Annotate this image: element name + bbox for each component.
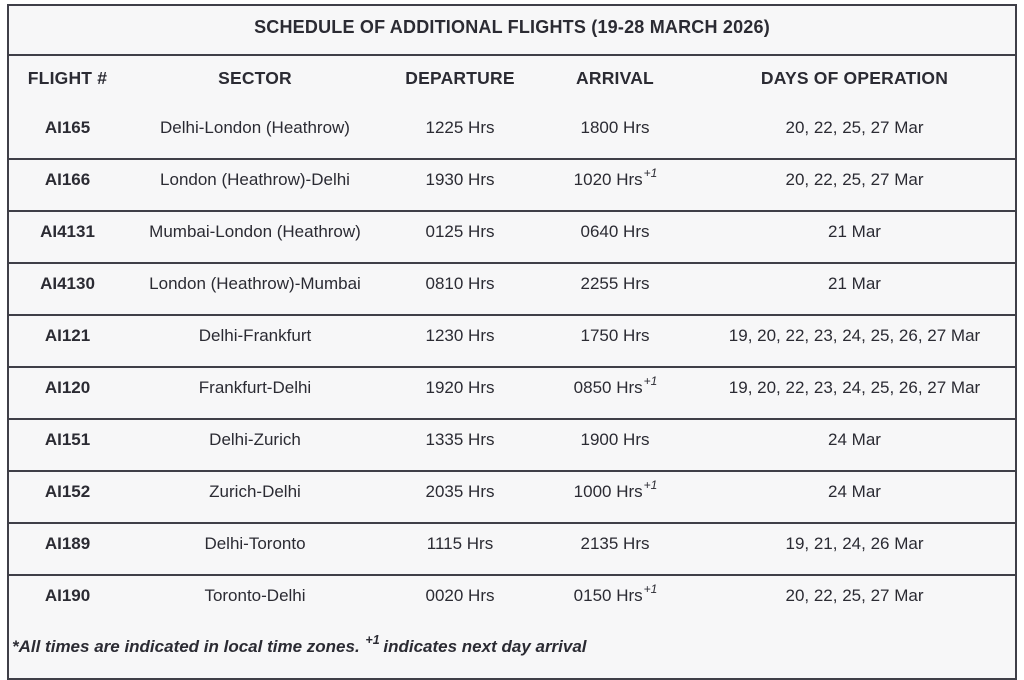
flight-rows — [8, 108, 1016, 626]
arrival-time — [536, 367, 694, 419]
next-day-arrival-marker: +1 — [643, 582, 658, 597]
flight-number: AI4130 — [40, 274, 95, 293]
sector: London (Heathrow)-Delhi — [160, 170, 350, 189]
column-header-days: DAYS OF OPERATION — [760, 68, 949, 88]
arrival-time-value: 1000 Hrs — [573, 482, 643, 501]
table-row — [8, 471, 1016, 523]
days-of-operation: 24 Mar — [828, 482, 881, 501]
arrival-time — [536, 211, 694, 263]
table-row — [8, 523, 1016, 575]
table-row — [8, 263, 1016, 315]
table-row — [8, 108, 1016, 159]
days-of-operation: 21 Mar — [828, 274, 881, 293]
sector: Delhi-London (Heathrow) — [160, 118, 350, 137]
table-row — [8, 419, 1016, 471]
footnote-prefix: *All times are indicated in local time zones. — [12, 637, 365, 656]
arrival-time — [536, 263, 694, 315]
arrival-time-value: 1750 Hrs — [580, 326, 650, 345]
departure-time: 2035 Hrs — [425, 482, 495, 501]
arrival-time — [536, 523, 694, 575]
table-row — [8, 575, 1016, 626]
departure-time: 1115 Hrs — [426, 534, 494, 553]
footnote-suffix: indicates next day arrival — [378, 637, 587, 656]
flight-number: AI4131 — [40, 222, 95, 241]
arrival-time-value: 2255 Hrs — [580, 274, 650, 293]
departure-time: 0125 Hrs — [425, 222, 495, 241]
footnote — [8, 626, 1016, 679]
arrival-time-value: 1900 Hrs — [580, 430, 650, 449]
table-row — [8, 367, 1016, 419]
flight-schedule-table — [7, 4, 1017, 680]
flight-number: AI165 — [44, 118, 91, 137]
flight-number: AI120 — [44, 378, 91, 397]
table-title: SCHEDULE OF ADDITIONAL FLIGHTS (19-28 MARCH 2026) — [254, 17, 770, 37]
next-day-arrival-marker: +1 — [643, 166, 658, 181]
table-title-row — [8, 5, 1016, 55]
table-row — [8, 315, 1016, 367]
days-of-operation: 19, 21, 24, 26 Mar — [785, 534, 924, 553]
arrival-time — [536, 419, 694, 471]
flight-number: AI190 — [44, 586, 91, 605]
arrival-time — [536, 315, 694, 367]
arrival-time-value: 0640 Hrs — [580, 222, 650, 241]
table-row — [8, 159, 1016, 211]
arrival-time-value: 0150 Hrs — [573, 586, 643, 605]
departure-time: 1230 Hrs — [425, 326, 495, 345]
next-day-arrival-marker: +1 — [643, 374, 658, 389]
arrival-time — [536, 471, 694, 523]
arrival-time-value: 1800 Hrs — [580, 118, 650, 137]
days-of-operation: 24 Mar — [828, 430, 881, 449]
days-of-operation: 19, 20, 22, 23, 24, 25, 26, 27 Mar — [728, 378, 981, 397]
flight-number: AI121 — [44, 326, 91, 345]
days-of-operation: 21 Mar — [828, 222, 881, 241]
column-header-departure: DEPARTURE — [405, 68, 515, 88]
departure-time: 1335 Hrs — [425, 430, 495, 449]
next-day-arrival-marker: +1 — [643, 478, 658, 493]
column-header-flight: FLIGHT # — [27, 68, 108, 88]
sector: Delhi-Zurich — [209, 430, 301, 449]
sector: Delhi-Toronto — [204, 534, 306, 553]
flight-number: AI189 — [44, 534, 91, 553]
days-of-operation: 20, 22, 25, 27 Mar — [785, 118, 924, 137]
days-of-operation: 19, 20, 22, 23, 24, 25, 26, 27 Mar — [728, 326, 981, 345]
days-of-operation: 20, 22, 25, 27 Mar — [785, 586, 924, 605]
footnote-next-day-marker: +1 — [365, 633, 380, 648]
departure-time: 1225 Hrs — [425, 118, 495, 137]
flight-number: AI166 — [44, 170, 91, 189]
table-header-row — [8, 55, 1016, 108]
flight-number: AI151 — [44, 430, 91, 449]
arrival-time-value: 1020 Hrs — [573, 170, 643, 189]
footnote-row — [8, 626, 1016, 679]
table-row — [8, 211, 1016, 263]
arrival-time-value: 0850 Hrs — [573, 378, 643, 397]
flight-number: AI152 — [44, 482, 91, 501]
sector: Frankfurt-Delhi — [198, 378, 312, 397]
column-header-arrival: ARRIVAL — [576, 68, 654, 88]
days-of-operation: 20, 22, 25, 27 Mar — [785, 170, 924, 189]
arrival-time — [536, 159, 694, 211]
departure-time: 1920 Hrs — [425, 378, 495, 397]
sector: Mumbai-London (Heathrow) — [149, 222, 361, 241]
arrival-time — [536, 575, 694, 626]
arrival-time — [536, 108, 694, 159]
departure-time: 0810 Hrs — [425, 274, 495, 293]
column-header-sector: SECTOR — [218, 68, 292, 88]
arrival-time-value: 2135 Hrs — [580, 534, 650, 553]
sector: Zurich-Delhi — [209, 482, 301, 501]
sector: Toronto-Delhi — [204, 586, 306, 605]
sector: London (Heathrow)-Mumbai — [149, 274, 361, 293]
departure-time: 0020 Hrs — [425, 586, 495, 605]
departure-time: 1930 Hrs — [425, 170, 495, 189]
sector: Delhi-Frankfurt — [198, 326, 312, 345]
